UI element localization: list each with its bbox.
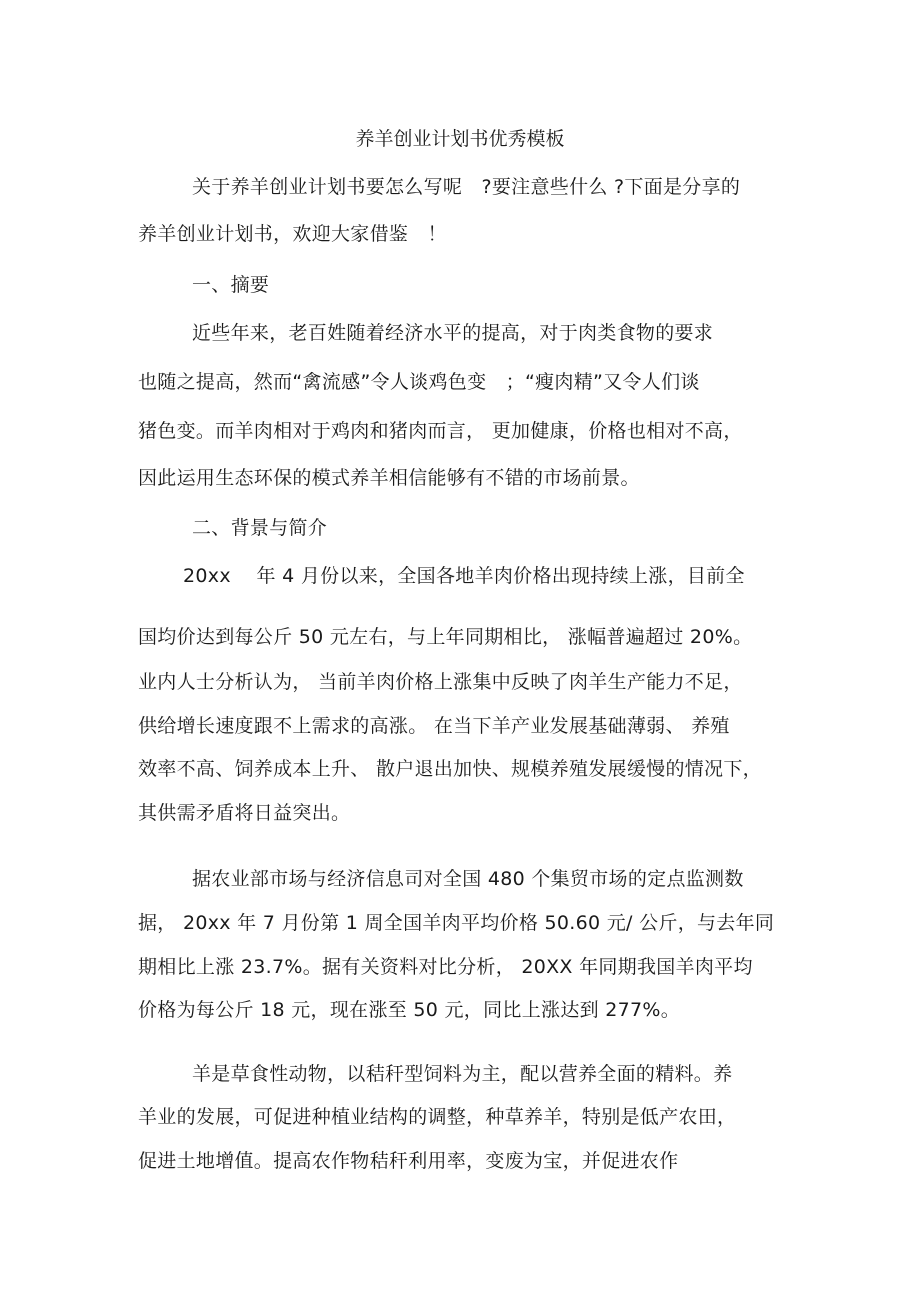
data-paragraph-line-2: 据， 20xx 年 7 月份第 1 周全国羊肉平均价格 50.60 元/ 公斤，与去年同 [138, 912, 775, 934]
summary-line-1: 近些年来，老百姓随着经济水平的提高，对于肉类食物的要求 [192, 322, 714, 344]
intro-line-1: 关于养羊创业计划书要怎么写呢 ?要注意些什么 ?下面是分享的 [192, 176, 741, 198]
sheep-paragraph-line-2: 羊业的发展，可促进种植业结构的调整，种草养羊，特别是低产农田， [138, 1106, 737, 1128]
summary-line-4: 因此运用生态环保的模式养羊相信能够有不错的市场前景。 [138, 467, 640, 489]
intro-line-2: 养羊创业计划书，欢迎大家借鉴 ！ [138, 223, 447, 245]
summary-line-2: 也随之提高，然而“禽流感”令人谈鸡色变 ；“瘦肉精”又令人们谈 [138, 371, 700, 393]
background-line-2: 国均价达到每公斤 50 元左右，与上年同期相比， 涨幅普遍超过 20%。 [138, 626, 753, 648]
document-title: 养羊创业计划书优秀模板 [355, 128, 565, 150]
background-line-1: 20xx 年 4 月份以来，全国各地羊肉价格出现持续上涨，目前全 [183, 565, 745, 587]
background-line-3: 业内人士分析认为， 当前羊肉价格上涨集中反映了肉羊生产能力不足， [138, 671, 743, 693]
background-line-4: 供给增长速度跟不上需求的高涨。 在当下羊产业发展基础薄弱、 养殖 [138, 715, 730, 737]
background-line-5: 效率不高、饲养成本上升、 散户退出加快、规模养殖发展缓慢的情况下， [138, 758, 762, 780]
data-paragraph-line-4: 价格为每公斤 18 元，现在涨至 50 元，同比上涨达到 277%。 [138, 999, 681, 1021]
sheep-paragraph-line-1: 羊是草食性动物，以秸秆型饲料为主，配以营养全面的精料。养 [192, 1063, 733, 1085]
sheep-paragraph-line-3: 促进土地增值。提高农作物秸秆利用率，变废为宝，并促进农作 [138, 1150, 679, 1172]
section-heading-background: 二、背景与简介 [192, 517, 328, 539]
summary-line-3: 猪色变。而羊肉相对于鸡肉和猪肉而言， 更加健康，价格也相对不高， [138, 420, 743, 442]
background-line-6: 其供需矛盾将日益突出。 [138, 802, 351, 824]
data-paragraph-line-3: 期相比上涨 23.7%。据有关资料对比分析， 20XX 年同期我国羊肉平均 [138, 956, 753, 978]
data-paragraph-line-1: 据农业部市场与经济信息司对全国 480 个集贸市场的定点监测数 [192, 868, 744, 890]
section-heading-summary: 一、摘要 [192, 274, 270, 296]
